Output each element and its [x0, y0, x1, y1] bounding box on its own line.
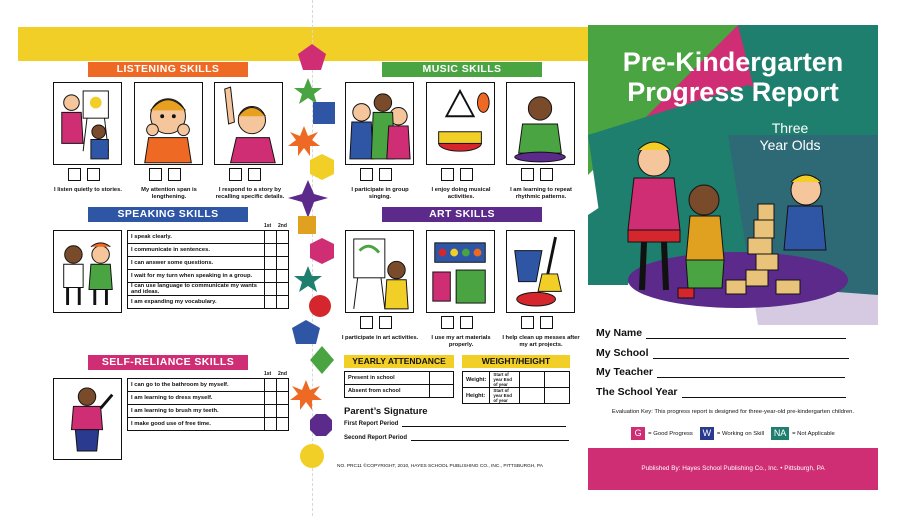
weight-cell[interactable] — [520, 372, 545, 388]
attendance-label: Present in school — [345, 372, 430, 385]
listening-checkboxes-1 — [68, 168, 100, 181]
my-teacher-label: My Teacher — [596, 366, 653, 378]
four-point-star-icon — [288, 180, 328, 218]
checkbox[interactable] — [540, 316, 553, 329]
mark-cell[interactable] — [265, 231, 277, 244]
mark-cell[interactable] — [277, 270, 289, 283]
cover-title-line2: Progress Report — [627, 77, 839, 107]
children-blocks-illustration — [616, 120, 836, 320]
listening-checkboxes-3 — [229, 168, 261, 181]
music-checkboxes-1 — [360, 168, 392, 181]
speaking-skills-header: SPEAKING SKILLS — [88, 207, 248, 222]
my-school-label: My School — [596, 347, 649, 359]
small-square-icon — [298, 216, 316, 234]
checkbox[interactable] — [149, 168, 162, 181]
table-row — [128, 270, 289, 283]
child-dressing-picture — [53, 378, 122, 460]
blue-pentagon-icon — [292, 320, 320, 344]
checkbox[interactable] — [68, 168, 81, 181]
green-diamond-icon — [310, 346, 334, 374]
table-row — [128, 379, 289, 392]
child-raising-hand-picture — [214, 82, 283, 165]
first-report-signature[interactable] — [344, 421, 566, 427]
checkbox[interactable] — [360, 316, 373, 329]
checkbox[interactable] — [248, 168, 261, 181]
skill-label: I speak clearly. — [128, 231, 265, 244]
checkbox[interactable] — [521, 316, 534, 329]
cover-title-line1: Pre-Kindergarten — [622, 47, 844, 77]
music-skills-header: MUSIC SKILLS — [382, 62, 542, 77]
table-row — [463, 388, 570, 404]
mark-cell[interactable] — [277, 418, 289, 431]
child-attention-picture — [134, 82, 203, 165]
evaluation-key-legend — [588, 427, 878, 440]
table-row — [128, 296, 289, 309]
first-report-label: First Report Period — [344, 421, 399, 427]
skill-label: I communicate in sentences. — [128, 244, 265, 257]
listening-caption-1: I listen quietly to stories. — [54, 187, 122, 193]
checkbox[interactable] — [540, 168, 553, 181]
mark-cell[interactable] — [265, 392, 277, 405]
orange-burst-icon — [290, 380, 322, 410]
table-row — [463, 372, 570, 388]
music-caption-3: I am learning to repeat rhythmic patterns. — [510, 187, 572, 200]
cover-page — [588, 25, 878, 490]
attendance-cell[interactable] — [430, 372, 454, 385]
mark-cell[interactable] — [265, 270, 277, 283]
key-g-swatch: G — [631, 427, 645, 440]
table-row — [128, 405, 289, 418]
mark-cell[interactable] — [277, 244, 289, 257]
music-checkboxes-3 — [521, 168, 553, 181]
pentagon-icon — [298, 44, 326, 70]
children-listening-picture — [53, 82, 122, 165]
art-caption-1: I participate in art activities. — [341, 335, 419, 341]
my-teacher-field[interactable] — [596, 366, 845, 378]
speaking-skills-table — [127, 230, 289, 309]
mark-cell[interactable] — [277, 405, 289, 418]
attendance-label: Absent from school — [345, 385, 430, 398]
attendance-cell[interactable] — [430, 385, 454, 398]
checkbox[interactable] — [460, 168, 473, 181]
second-report-signature[interactable] — [344, 435, 569, 441]
mark-cell[interactable] — [265, 283, 277, 296]
height-note: Start of year End of year — [490, 388, 520, 404]
art-caption-2: I use my art materials properly. — [431, 335, 491, 348]
children-talking-picture — [53, 230, 122, 313]
table-row — [345, 372, 454, 385]
school-year-line[interactable] — [682, 397, 846, 398]
yellow-circle-icon — [300, 444, 324, 468]
copyright-notice: NO. PRC11 ©COPYRIGHT, 2010, HAYES SCHOOL PUBLISHING CO., INC., PITTSBURGH, PA — [337, 464, 543, 469]
key-g-label: = Good Progress — [648, 430, 693, 437]
self-reliance-col-2nd: 2nd — [278, 371, 287, 377]
weight-label: Weight: — [463, 372, 490, 388]
self-reliance-header: SELF-RELIANCE SKILLS — [88, 355, 248, 370]
weight-note: Start of year End of year — [490, 372, 520, 388]
yearly-attendance-header: YEARLY ATTENDANCE — [344, 355, 454, 368]
teal-star-icon — [294, 266, 322, 292]
hexagon-icon — [310, 154, 334, 180]
burst-icon — [288, 126, 320, 156]
checkbox[interactable] — [229, 168, 242, 181]
child-clapping-picture — [506, 82, 575, 165]
mark-cell[interactable] — [265, 405, 277, 418]
attendance-table — [344, 371, 454, 398]
height-label: Height: — [463, 388, 490, 404]
height-cell[interactable] — [545, 388, 570, 404]
hexagon-pink-icon — [310, 238, 334, 264]
table-row — [128, 244, 289, 257]
parents-signature-title: Parent’s Signature — [344, 406, 428, 417]
skill-label: I am learning to brush my teeth. — [128, 405, 265, 418]
skill-label: I can go to the bathroom by myself. — [128, 379, 265, 392]
skill-label: I am learning to dress myself. — [128, 392, 265, 405]
checkbox[interactable] — [168, 168, 181, 181]
mark-cell[interactable] — [277, 392, 289, 405]
table-row — [128, 392, 289, 405]
checkbox[interactable] — [441, 168, 454, 181]
school-year-field[interactable] — [596, 386, 846, 398]
listening-skills-header: LISTENING SKILLS — [88, 62, 248, 77]
music-checkboxes-2 — [441, 168, 473, 181]
table-row — [128, 283, 289, 296]
listening-caption-3: I respond to a story by recalling specific details. — [215, 187, 285, 200]
skill-label: I can use language to communicate my wants and ideas. — [128, 283, 265, 296]
art-checkboxes-2 — [441, 316, 473, 329]
listening-caption-2: My attention span is lengthening. — [141, 187, 197, 200]
my-name-line[interactable] — [646, 338, 846, 339]
purple-octagon-icon — [310, 414, 332, 436]
checkbox[interactable] — [360, 168, 373, 181]
skill-label: I make good use of free time. — [128, 418, 265, 431]
signature-line[interactable] — [411, 440, 569, 441]
self-reliance-table — [127, 378, 289, 431]
key-na-label: = Not Applicable — [792, 430, 835, 437]
mark-cell[interactable] — [265, 418, 277, 431]
signature-line[interactable] — [402, 426, 566, 427]
second-report-label: Second Report Period — [344, 435, 408, 441]
my-name-field[interactable] — [596, 327, 846, 339]
red-circle-icon — [309, 295, 331, 317]
square-icon — [313, 102, 335, 124]
height-cell[interactable] — [520, 388, 545, 404]
my-school-field[interactable] — [596, 347, 849, 359]
child-painting-picture — [345, 230, 414, 313]
checkbox[interactable] — [87, 168, 100, 181]
skill-label: I wait for my turn when speaking in a group. — [128, 270, 265, 283]
key-na-swatch: NA — [771, 427, 789, 440]
art-checkboxes-1 — [360, 316, 392, 329]
mark-cell[interactable] — [277, 296, 289, 309]
speaking-col-2nd: 2nd — [278, 223, 287, 229]
mark-cell[interactable] — [265, 296, 277, 309]
table-row — [128, 418, 289, 431]
mark-cell[interactable] — [277, 257, 289, 270]
my-teacher-line[interactable] — [657, 377, 845, 378]
mark-cell[interactable] — [265, 244, 277, 257]
my-name-label: My Name — [596, 327, 643, 339]
mark-cell[interactable] — [265, 257, 277, 270]
key-w-swatch: W — [700, 427, 714, 440]
cover-subtitle-line1: Three — [771, 120, 809, 136]
listening-checkboxes-2 — [149, 168, 181, 181]
self-reliance-col-1st: 1st — [264, 371, 272, 377]
weight-height-table — [462, 371, 570, 404]
mark-cell[interactable] — [277, 231, 289, 244]
checkbox[interactable] — [460, 316, 473, 329]
mark-cell[interactable] — [277, 379, 289, 392]
skill-label: I can answer some questions. — [128, 257, 265, 270]
weight-height-header: WEIGHT/HEIGHT — [462, 355, 570, 368]
checkbox[interactable] — [379, 316, 392, 329]
mark-cell[interactable] — [277, 283, 289, 296]
mark-cell[interactable] — [265, 379, 277, 392]
star-icon — [294, 78, 322, 104]
art-materials-picture — [426, 230, 495, 313]
evaluation-key-text: Evaluation Key: This progress report is designed for three-year-old pre-kindergarten children. — [611, 409, 855, 415]
speaking-col-1st: 1st — [264, 223, 272, 229]
school-year-label: The School Year — [596, 386, 678, 398]
skill-label: I am expanding my vocabulary. — [128, 296, 265, 309]
key-w-label: = Working on Skill — [716, 430, 765, 437]
musical-instruments-picture — [426, 82, 495, 165]
cleanup-picture — [506, 230, 575, 313]
art-skills-header: ART SKILLS — [382, 207, 542, 222]
my-school-line[interactable] — [653, 358, 849, 359]
checkbox[interactable] — [379, 168, 392, 181]
publisher-footer: Published By: Hayes School Publishing Co., Inc. • Pittsburgh, PA — [588, 448, 878, 490]
checkbox[interactable] — [521, 168, 534, 181]
art-caption-3: I help clean up messes after my art projects. — [502, 335, 580, 348]
weight-cell[interactable] — [545, 372, 570, 388]
music-caption-1: I participate in group singing. — [351, 187, 409, 200]
table-row — [128, 231, 289, 244]
table-row — [128, 257, 289, 270]
decorative-shapes-column — [288, 42, 340, 478]
children-singing-picture — [345, 82, 414, 165]
table-row — [345, 385, 454, 398]
art-checkboxes-3 — [521, 316, 553, 329]
cover-subtitle-line2: Year Olds — [759, 137, 821, 153]
music-caption-2: I enjoy doing musical activities. — [431, 187, 491, 200]
checkbox[interactable] — [441, 316, 454, 329]
